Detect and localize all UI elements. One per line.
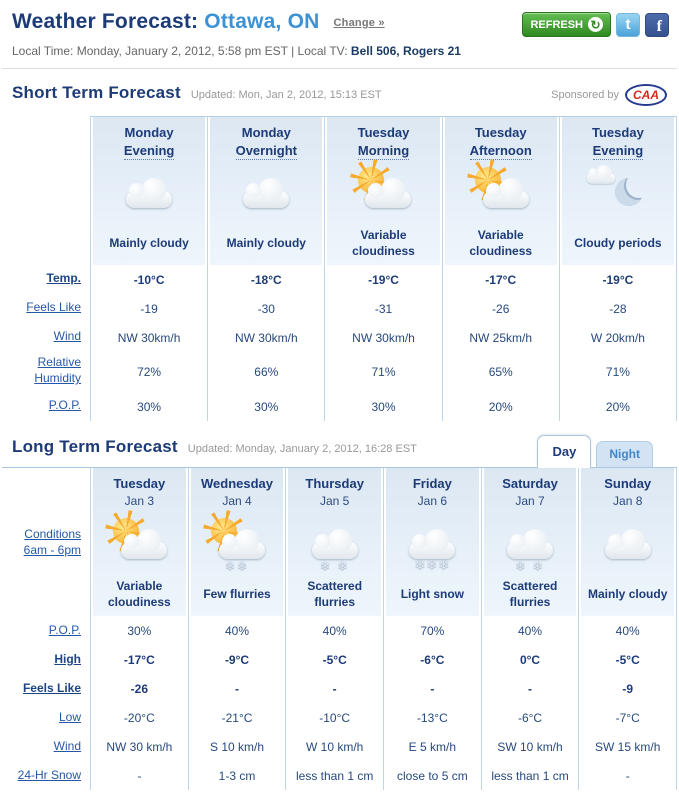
long-term-section-header (2, 421, 677, 467)
condition-text: Mainly cloudy (588, 587, 668, 602)
cloud-icon (483, 191, 529, 208)
tab-night[interactable]: Night (596, 441, 653, 467)
period-link[interactable]: Evening (124, 142, 175, 161)
forecast-column (324, 116, 441, 421)
forecast-column (442, 116, 559, 421)
refresh-button-label: REFRESH (530, 18, 583, 31)
low-value: -7°C (615, 710, 640, 725)
weather-icon (104, 518, 174, 568)
label-spacer (2, 116, 90, 264)
pop-value: 40% (518, 623, 543, 638)
temp-value: -19°C (368, 272, 399, 287)
temp-value: -19°C (602, 272, 634, 287)
local-tv-label: Local TV: (297, 44, 348, 58)
low-value: -6°C (517, 710, 543, 725)
low-value: -10°C (319, 710, 351, 725)
long-term-updated: Updated: Monday, January 2, 2012, 16:28 EST (187, 443, 417, 455)
day-name: Saturday (502, 476, 558, 491)
weather-icon (593, 518, 663, 568)
long-term-heading: Long Term Forecast (12, 437, 178, 456)
snow-value: - (625, 768, 630, 783)
cloud-icon (365, 191, 411, 208)
pop-value: 40% (322, 623, 347, 638)
row-label-high[interactable]: High (54, 651, 81, 666)
humidity-value: 66% (254, 365, 279, 379)
day-date: Jan 4 (222, 493, 252, 508)
low-value: -13°C (416, 710, 448, 725)
low-value: -20°C (123, 710, 155, 725)
forecast-column (90, 468, 188, 790)
sponsored-by-label: Sponsored by (551, 89, 619, 101)
local-time-value: Monday, January 2, 2012, 5:58 pm EST (76, 44, 288, 58)
condition-text: Cloudy periods (574, 236, 662, 251)
condition-text: Mainly cloudy (109, 236, 189, 251)
feels-like-value: - (235, 681, 239, 696)
long-term-row-labels (2, 468, 90, 790)
snowflakes-icon: ❄ ❄ (515, 559, 545, 573)
forecast-column (207, 116, 324, 421)
weather-icon (349, 167, 419, 217)
period-link[interactable]: Overnight (236, 142, 297, 161)
weather-icon (231, 167, 301, 217)
row-label-feels-like[interactable]: Feels Like (22, 680, 81, 695)
label-spacer (2, 468, 90, 512)
weather-icon (583, 167, 653, 217)
pop-value: 30% (127, 623, 152, 638)
feels-like-value: -26 (492, 301, 510, 316)
forecast-column (285, 468, 383, 790)
pop-value: 30% (371, 399, 396, 414)
cloud-icon (507, 542, 553, 559)
snowflakes-icon: ❄❄❄ (414, 557, 451, 572)
pop-value: 40% (615, 623, 640, 638)
day-night-tabs (537, 435, 653, 467)
local-info-line (2, 37, 677, 68)
row-label-wind[interactable]: Wind (53, 328, 81, 343)
temp-value: -18°C (250, 272, 282, 287)
high-value: 0°C (519, 652, 541, 667)
snow-value: - (137, 768, 142, 783)
row-label-conditions[interactable]: Conditions 6am - 6pm (23, 527, 81, 557)
feels-like-value: -30 (257, 301, 275, 316)
condition-text: Variable cloudiness (107, 579, 171, 609)
weather-icon (466, 167, 536, 217)
period-day: Monday (241, 125, 291, 140)
long-term-table (2, 467, 677, 790)
high-value: -6°C (420, 652, 445, 667)
cloud-icon (219, 542, 265, 559)
condition-text: Scattered flurries (307, 579, 363, 609)
day-date: Jan 7 (515, 493, 545, 508)
forecast-column (188, 468, 286, 790)
forecast-column (383, 468, 481, 790)
wind-value: W 20km/h (590, 330, 645, 345)
refresh-button[interactable] (522, 12, 611, 37)
change-location-link[interactable]: Change » (333, 17, 385, 29)
weather-icon (300, 518, 370, 573)
snow-value: 1-3 cm (218, 768, 256, 783)
temp-value: -17°C (485, 272, 517, 287)
caa-logo[interactable]: CAA (625, 84, 667, 106)
pop-value: 20% (605, 399, 630, 414)
feels-like-value: -31 (374, 301, 393, 316)
pop-value: 40% (224, 623, 250, 638)
row-label-humidity[interactable]: Relative Humidity (34, 355, 81, 385)
row-label-pop[interactable]: P.O.P. (48, 397, 81, 412)
period-day: Tuesday (592, 125, 644, 140)
local-tv-value: Bell 506, Rogers 21 (350, 44, 461, 58)
snow-value: less than 1 cm (491, 768, 569, 783)
local-time-label: Local Time: (12, 44, 74, 58)
wind-value: S 10 km/h (209, 739, 265, 754)
humidity-value: 71% (371, 365, 396, 379)
refresh-icon: ↻ (588, 17, 603, 32)
day-date: Jan 5 (320, 493, 350, 508)
wind-value: NW 30km/h (352, 330, 415, 345)
wind-value: SW 15 km/h (595, 739, 661, 754)
forecast-column (559, 116, 677, 421)
period-link[interactable]: Evening (593, 142, 644, 161)
page-title-label: Weather Forecast: (12, 10, 199, 33)
wind-value: NW 30km/h (234, 330, 298, 345)
wind-value: NW 30 km/h (106, 739, 173, 754)
page-header (2, 6, 677, 37)
wind-value: E 5 km/h (408, 739, 457, 754)
weather-icon (397, 518, 467, 572)
label-spacer (2, 574, 90, 616)
condition-text: Few flurries (203, 587, 271, 602)
cloud-icon (243, 191, 289, 208)
short-term-row-labels (2, 116, 90, 421)
condition-text: Light snow (400, 587, 465, 602)
period-link[interactable]: Afternoon (470, 142, 532, 161)
feels-like-value: -9 (622, 681, 634, 696)
wind-value: NW 25km/h (469, 330, 533, 345)
high-value: -17°C (123, 652, 155, 667)
pop-value: 30% (254, 399, 279, 414)
weather-icon (495, 518, 565, 573)
row-label-temp[interactable]: Temp. (46, 270, 81, 285)
high-value: -5°C (615, 652, 640, 667)
feels-like-value: -19 (140, 301, 158, 316)
row-label-low[interactable]: Low (58, 709, 81, 724)
condition-text: Variable cloudiness (352, 228, 415, 258)
condition-text: Scattered flurries (502, 579, 558, 609)
cloud-icon (126, 191, 172, 208)
wind-value: NW 30km/h (117, 330, 181, 345)
page-title (12, 10, 385, 34)
day-name: Wednesday (201, 476, 274, 491)
wind-value: SW 10 km/h (497, 739, 563, 754)
day-name: Friday (412, 476, 452, 491)
day-date: Jan 3 (124, 493, 155, 508)
feels-like-value: - (430, 681, 435, 696)
pop-value: 20% (488, 399, 513, 414)
forecast-column (90, 116, 207, 421)
twitter-icon[interactable]: t (616, 13, 640, 37)
snow-value: less than 1 cm (295, 768, 374, 783)
facebook-icon[interactable]: f (645, 13, 669, 37)
short-term-section-header (2, 69, 677, 116)
cloud-icon (605, 542, 651, 559)
feels-like-value: -28 (609, 301, 627, 316)
low-value: -21°C (221, 710, 253, 725)
city-name: Ottawa, ON (204, 10, 320, 33)
moon-icon (615, 178, 643, 206)
day-date: Jan 8 (613, 493, 643, 508)
day-name: Sunday (604, 476, 652, 491)
snowflakes-icon: ❄ ❄ (319, 559, 350, 573)
weather-icon (114, 167, 184, 217)
row-label-wind[interactable]: Wind (53, 738, 81, 753)
pop-value: 30% (137, 399, 162, 414)
humidity-value: 71% (605, 365, 630, 379)
forecast-column (481, 468, 579, 790)
period-day: Tuesday (357, 125, 410, 140)
day-name: Tuesday (113, 476, 166, 491)
cloud-icon (312, 542, 358, 559)
snow-value: close to 5 cm (397, 768, 468, 783)
day-name: Thursday (305, 476, 364, 491)
sponsored-block (551, 84, 667, 106)
period-day: Monday (124, 125, 174, 140)
tab-day[interactable]: Day (537, 435, 591, 468)
pop-value: 70% (420, 623, 445, 638)
short-term-heading: Short Term Forecast (12, 83, 181, 102)
weather-icon (202, 518, 272, 573)
row-label-feels-like[interactable]: Feels Like (26, 299, 81, 314)
period-link[interactable]: Morning (358, 142, 409, 161)
cloud-icon (121, 542, 167, 559)
temp-value: -10°C (133, 272, 165, 287)
day-date: Jan 6 (417, 493, 448, 508)
humidity-value: 65% (488, 365, 513, 379)
header-actions (522, 10, 669, 37)
separator: | (291, 44, 295, 58)
period-day: Tuesday (474, 125, 527, 140)
feels-like-value: - (332, 681, 337, 696)
feels-like-value: - (528, 681, 533, 696)
high-value: -9°C (224, 652, 250, 667)
row-label-snow[interactable]: 24-Hr Snow (17, 767, 81, 782)
condition-text: Variable cloudiness (469, 228, 533, 258)
snowflakes-icon: ❄❄ (224, 559, 250, 573)
row-label-pop[interactable]: P.O.P. (48, 622, 81, 637)
high-value: -5°C (322, 652, 347, 667)
condition-text: Mainly cloudy (226, 236, 306, 251)
short-term-updated: Updated: Mon, Jan 2, 2012, 15:13 EST (190, 89, 382, 101)
humidity-value: 72% (137, 365, 162, 379)
wind-value: W 10 km/h (306, 739, 364, 754)
forecast-column (578, 468, 677, 790)
short-term-table (2, 116, 677, 421)
feels-like-value: -26 (130, 681, 148, 696)
cloud-icon (587, 173, 616, 184)
